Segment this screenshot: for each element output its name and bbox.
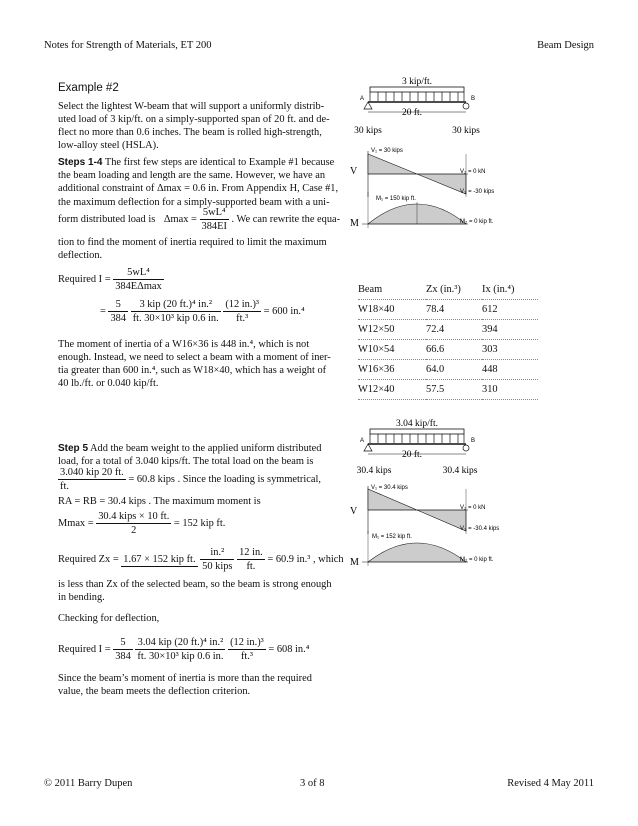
span-label: 20 ft. [401, 450, 423, 460]
shear-positive-area [368, 154, 417, 174]
v3-label: V₃ = -30.4 kips [460, 526, 500, 532]
total-load-line: $\frac{\text{3.040 kip 20 ft.}}{ft.}$ = 60.8 kips . Since the loading is symmetrical, [60, 467, 321, 492]
reactions-line: RA = RB = 30.4 kips . The maximum moment is [58, 496, 261, 507]
point-a-label: A [360, 96, 365, 102]
table-row: W10×54 66.6 303 [358, 340, 538, 360]
v-axis-label: V [350, 506, 358, 517]
deflection-check-text: Checking for deflection, [58, 613, 160, 624]
table-header-ix: Ix (in.⁴) [482, 280, 538, 300]
distributed-load-box [370, 429, 464, 434]
intro-paragraph: Select the lightest W-beam that will support a uniformly distrib- uted load of 3 kip/ft. on a simply-supported span of 20 ft. and de- flect no more than 0.6 inches. The beam is rolled high-strength, low-alloy steel (HSLA). [58, 101, 330, 151]
m2-label: M₂ = 0 kip ft. [460, 557, 494, 563]
table-row: W12×40 57.5 310 [358, 380, 538, 400]
table-header-beam: Beam [358, 280, 426, 300]
m1-label: M₁ = 152 kip ft. [372, 534, 412, 540]
delta-max-line: form distributed load is Δmax = $\frac{\text{5wL⁴}}{384EI}$ . We can rewrite the equa- [58, 207, 341, 232]
support-b-icon [463, 445, 469, 451]
point-b-label: B [471, 96, 476, 102]
m1-label: M₁ = 150 kip ft. [376, 196, 416, 202]
required-i-calculation: = $\frac{5}{384}$ $\frac{\text{3 kip (20 ft.)⁴ in.²}}{\text{ft. 30×10³ kip 0.6 in.}}$ $\frac{\text{(12 in.)³}}{\text{ft.³}}$ = 600 in.⁴ [100, 299, 305, 324]
step-5-paragraph: Step 5 Add the beam weight to the applied uniform distributed load, for a total of 3.040 kips/ft. The total load on the beam is [58, 443, 322, 467]
point-b-label: B [471, 438, 476, 444]
reaction-a-label: 30 kips [354, 126, 382, 136]
steps-1-4-paragraph: Steps 1-4 The first few steps are identical to Example #1 because the beam loading and length are the same. However, we have an additional constraint of Δmax = 0.6 in. From Appendix H, Case #1, the maximum deflection for a simply-supported beam with a uni- [58, 157, 339, 208]
m2-label: M₂ = 0 kip ft. [460, 219, 494, 225]
shear-negative-area [417, 174, 466, 194]
point-a-label: A [360, 438, 365, 444]
beam-diagram-2 [350, 416, 510, 576]
span-label: 20 ft. [401, 108, 423, 118]
moment-of-inertia-paragraph: The moment of inertia of a W16×36 is 448 in.⁴, which is not enough. Instead, we need to select a beam with a moment of iner- tia greater than 600 in.⁴, such as W18×40, which has a weight of 40 lb./ft. or 0.040 kip/ft. [58, 339, 331, 389]
steps-1-4-continued: tion to find the moment of inertia required to limit the maximum deflection. [58, 237, 327, 261]
v2-label: V₂ = 0 kN [460, 169, 486, 175]
steps-1-4-heading: Steps 1-4 [58, 157, 103, 168]
table-row: W16×36 64.0 448 [358, 360, 538, 380]
v1-label: V₁ = 30 kips [371, 148, 403, 154]
step-5-heading: Step 5 [58, 443, 89, 454]
beam-diagram-1 [350, 74, 500, 240]
beam-table [358, 280, 538, 400]
reaction-b-label: 30.4 kips [442, 466, 478, 476]
table-row: W18×40 78.4 612 [358, 300, 538, 320]
table-header-zx: Zx (in.³) [426, 280, 482, 300]
reaction-b-label: 30 kips [452, 126, 480, 136]
table-header-row [358, 280, 538, 300]
distributed-load-box [370, 87, 464, 92]
strength-paragraph: is less than Zx of the selected beam, so the beam is strong enough in bending. [58, 579, 332, 603]
required-i-formula: Required I = $\frac{\text{5wL⁴}}{384E\Delta\max}$ [58, 267, 162, 292]
support-a-icon [364, 444, 372, 451]
support-a-icon [364, 102, 372, 109]
example-title: Example #2 [58, 82, 119, 94]
load-label: 3 kip/ft. [401, 77, 433, 87]
v3-label: V₃ = -30 kips [460, 189, 495, 195]
shear-positive-area [368, 489, 417, 510]
shear-negative-area [417, 510, 466, 531]
m-axis-label: M [350, 557, 359, 568]
required-z-line: Required Zx = 1.67 × 152 kip ft. $\frac{\text{in.²}}{\text{50 kips}}$ $\frac{12 in.}{ft.}$ = 60.9 in.³ , which [58, 547, 344, 572]
v2-label: V₂ = 0 kN [460, 505, 486, 511]
conclusion-paragraph: Since the beam’s moment of inertia is more than the required value, the beam meets the deflection criterion. [58, 673, 312, 697]
required-i-check-line: Required I = $\frac{5}{384}$ $\frac{\text{3.04 kip (20 ft.)⁴ in.²}}{\text{ft. 30×10³ kip 0.6 in.}}$ $\frac{\text{(12 in.)³}}{\text{ft.³}}$ = 608 in.⁴ [58, 637, 310, 662]
m-axis-label: M [350, 218, 359, 229]
load-arrows [370, 92, 464, 101]
header-section: Beam Design [537, 40, 594, 51]
delta-max-formula: $\frac{\text{5wL⁴}}{384EI}$ [201, 207, 227, 232]
load-label: 3.04 kip/ft. [396, 419, 438, 429]
footer-copyright: © 2011 Barry Dupen [44, 778, 133, 789]
reaction-a-label: 30.4 kips [356, 466, 392, 476]
max-moment-line: Mmax = $\frac{\text{30.4 kips × 10 ft.}}{2}$ = 152 kip ft. [58, 511, 226, 536]
table-row: W12×50 72.4 394 [358, 320, 538, 340]
v-axis-label: V [350, 166, 358, 177]
header-title: Notes for Strength of Materials, ET 200 [44, 40, 212, 51]
v1-label: V₁ = 30.4 kips [371, 485, 408, 491]
moment-area [368, 543, 466, 562]
load-arrows [370, 434, 464, 443]
support-b-icon [463, 103, 469, 109]
footer-page-number: 3 of 8 [300, 778, 325, 789]
footer-revised: Revised 4 May 2011 [507, 778, 594, 789]
